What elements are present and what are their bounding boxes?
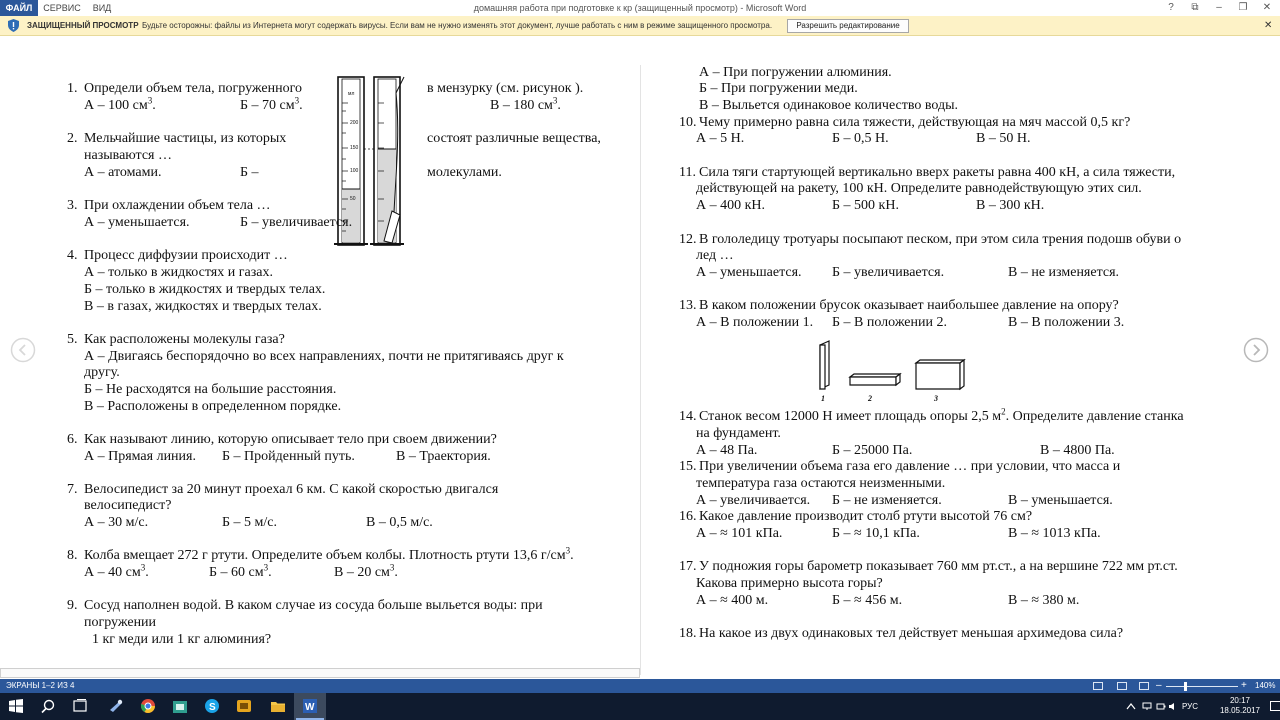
answer-option: В – 0,5 м/с. (366, 515, 433, 530)
brick-positions-figure (812, 339, 972, 403)
question-text: Процесс диффузии происходит … (84, 248, 288, 263)
word-icon (302, 698, 318, 714)
start-button[interactable] (0, 693, 32, 720)
screens-indicator: ЭКРАНЫ 1–2 ИЗ 4 (6, 681, 75, 690)
question-text-body: . Определите давление станка (1005, 409, 1184, 424)
punctuation: . (570, 548, 574, 563)
web-layout-icon[interactable] (1139, 682, 1149, 690)
clock-date[interactable]: 18.05.2017 (1219, 706, 1261, 715)
horizontal-scrollbar[interactable] (0, 668, 640, 678)
minimize-button[interactable]: – (1216, 2, 1222, 13)
answer-option (490, 95, 561, 114)
question-text: Сосуд наполнен водой. В каком случае из сосуда больше выльется воды: при (84, 598, 543, 613)
question-text: называются … (84, 148, 172, 163)
document-area (0, 37, 1280, 677)
shield-icon (8, 19, 19, 32)
task-view-icon (72, 698, 88, 714)
read-mode-icon[interactable] (1093, 682, 1103, 690)
tab-view[interactable]: ВИД (92, 3, 112, 13)
superscript: 3 (147, 95, 153, 106)
question-number: 2. (67, 131, 78, 146)
question-text: Какое давление производит столб ртути высотой 76 см? (699, 509, 1033, 524)
answer-option: В – не изменяется. (1008, 265, 1120, 280)
zoom-slider-track[interactable] (1166, 686, 1238, 687)
question-number: 16. (679, 509, 697, 524)
svg-text:W: W (305, 702, 315, 713)
store-icon (172, 698, 188, 714)
beaker-mark-ml: мл (348, 91, 355, 97)
protected-view-title: ЗАЩИЩЕННЫЙ ПРОСМОТР (27, 21, 139, 30)
volume-icon[interactable] (1168, 702, 1178, 711)
answer-text: В – 20 см (334, 565, 390, 580)
answer-option: Б – только в жидкостях и твердых телах. (84, 282, 326, 297)
answer-option: Б – 0,5 Н. (832, 131, 889, 146)
question-text-body: Станок весом 12000 Н имеет площадь опоры 2,5 м (699, 409, 1002, 424)
question-text: На какое из двух одинаковых тел действует меньшая архимедова сила? (699, 626, 1124, 641)
answer-text: А – 40 см (84, 565, 141, 580)
answer-option: В – Расположены в определенном порядке. (84, 399, 342, 414)
steam-icon (108, 698, 124, 714)
word-app[interactable] (294, 693, 326, 720)
tab-file[interactable]: ФАЙЛ (0, 0, 38, 16)
zoom-slider-thumb[interactable] (1184, 682, 1187, 691)
superscript: 3 (140, 562, 146, 573)
answer-option: Б – не изменяется. (832, 493, 942, 508)
beaker-mark-100: 100 (350, 168, 359, 174)
answer-option: А – увеличивается. (696, 493, 811, 508)
question-number: 3. (67, 198, 78, 213)
position-label-3: 3 (934, 394, 938, 403)
taskbar (0, 693, 1280, 720)
answer-option: А – 48 Па. (696, 443, 758, 458)
chrome-icon (140, 698, 156, 714)
question-number: 18. (679, 626, 697, 641)
answer-option: В – уменьшается. (1008, 493, 1113, 508)
answer-option: Б – В положении 2. (832, 315, 948, 330)
close-icon[interactable]: ✕ (1264, 20, 1273, 31)
question-text-continued: температура газа остаются неизменными. (696, 476, 946, 491)
windows-logo-icon (8, 698, 24, 714)
answer-option: Б – Не расходятся на большие расстояния. (84, 382, 337, 397)
question-text: Как расположены молекулы газа? (84, 332, 285, 347)
skype-icon (204, 698, 220, 714)
answer-option: А – 400 кН. (696, 198, 766, 213)
zoom-in-button[interactable]: + (1241, 680, 1247, 691)
question-text: состоят различные вещества, (427, 131, 601, 146)
answer-option: В – в газах, жидкостях и твердых телах. (84, 299, 322, 314)
media-player-icon (236, 698, 252, 714)
media-app[interactable] (228, 693, 260, 720)
question-number: 8. (67, 548, 78, 563)
punctuation: . (394, 565, 398, 580)
beaker-mark-200: 200 (350, 120, 359, 126)
question-text (699, 406, 1184, 425)
superscript: 3 (389, 562, 395, 573)
store-app[interactable] (164, 693, 196, 720)
answer-option: В – 300 кН. (976, 198, 1045, 213)
beaker-mark-150: 150 (350, 145, 359, 151)
enable-editing-button[interactable]: Разрешить редактирование (787, 19, 909, 33)
question-text: В гололедицу тротуары посыпают песком, при этом сила трения подошв обуви о (699, 232, 1182, 247)
answer-option: В – Выльется одинаковое количество воды. (699, 98, 958, 113)
skype-app[interactable] (196, 693, 228, 720)
question-text: Сила тяги стартующей вертикально вверх ракеты равна 400 кН, а сила тяжести, (699, 165, 1176, 180)
zoom-level[interactable]: 140% (1255, 681, 1276, 690)
question-number: 11. (679, 165, 696, 180)
maximize-button[interactable]: ❐ (1238, 2, 1248, 13)
previous-screen-icon[interactable] (10, 337, 36, 363)
close-window-button[interactable]: ✕ (1262, 2, 1272, 13)
question-text (84, 545, 574, 564)
question-text: Как называют линию, которую описывает тело при своем движении? (84, 432, 497, 447)
answer-option (334, 562, 398, 581)
answer-option: Б – увеличивается. (240, 215, 353, 230)
answer-option (84, 562, 149, 581)
answer-option (209, 562, 272, 581)
question-text-body: Колба вмещает 272 г ртути. Определите объем колбы. Плотность ртути 13,6 г/см (84, 548, 566, 563)
question-text: В каком положении брусок оказывает наибольшее давление на опору? (699, 298, 1119, 313)
answer-option: В – Траектория. (396, 449, 491, 464)
question-number: 13. (679, 298, 697, 313)
next-screen-icon[interactable] (1243, 337, 1269, 363)
question-text: При охлаждении объем тела … (84, 198, 271, 213)
answer-option: А – уменьшается. (696, 265, 802, 280)
network-icon[interactable] (1142, 702, 1152, 711)
svg-text:S: S (209, 702, 216, 713)
status-bar (0, 679, 1280, 693)
answer-option: А – 5 Н. (696, 131, 745, 146)
answer-option: Б – 25000 Па. (832, 443, 913, 458)
answer-option: А – При погружении алюминия. (699, 65, 892, 80)
superscript: 3 (263, 562, 269, 573)
answer-option: А – ≈ 400 м. (696, 593, 769, 608)
window-title: домашняя работа при подготовке к кр (защищенный просмотр) - Microsoft Word (473, 3, 807, 13)
question-number: 10. (679, 115, 697, 130)
answer-option: А – Двигаясь беспорядочно во всех направлениях, почти не притягиваясь друг к (84, 349, 564, 364)
punctuation: . (557, 98, 561, 113)
title-bar (0, 0, 1280, 16)
answer-option: А – В положении 1. (696, 315, 814, 330)
question-number: 7. (67, 482, 78, 497)
question-text: Чему примерно равна сила тяжести, действующая на мяч массой 0,5 кг? (699, 115, 1131, 130)
answer-option: В – ≈ 1013 кПа. (1008, 526, 1101, 541)
superscript: 2 (1001, 406, 1006, 417)
question-text: У подножия горы барометр показывает 760 мм рт.ст., а на вершине 722 мм рт.ст. (699, 559, 1178, 574)
answer-text: А – 100 см (84, 98, 148, 113)
question-text-continued: 1 кг меди или 1 кг алюминия? (92, 632, 272, 647)
question-number: 1. (67, 81, 78, 96)
punctuation: . (299, 98, 303, 113)
notifications-icon[interactable] (1270, 701, 1280, 711)
task-view-button[interactable] (64, 693, 96, 720)
column-divider (640, 65, 641, 675)
answer-option: Б – 5 м/с. (222, 515, 278, 530)
beaker-mark-50: 50 (350, 196, 356, 202)
search-button[interactable] (32, 693, 64, 720)
question-text-continued: велосипедист? (84, 498, 172, 513)
steam-app[interactable] (100, 693, 132, 720)
answer-option (84, 95, 156, 114)
help-button[interactable]: ? (1168, 2, 1174, 13)
answer-option: В – В положении 3. (1008, 315, 1125, 330)
answer-option: Б – При погружении меди. (699, 81, 858, 96)
superscript: 3 (565, 545, 571, 556)
answer-option: А – 30 м/с. (84, 515, 149, 530)
question-text: Мельчайшие частицы, из которых (84, 131, 287, 146)
protected-view-message: Будьте осторожны: файлы из Интернета могут содержать вирусы. Если вам не нужно изменять этот документ, лучше работать с ним в режиме защищенного просмотра. (142, 21, 773, 30)
protected-view-bar (0, 16, 1280, 36)
question-text-continued: на фундамент. (696, 426, 781, 441)
answer-option: Б – ≈ 456 м. (832, 593, 903, 608)
position-label-2: 2 (868, 394, 872, 403)
answer-option: А – Прямая линия. (84, 449, 196, 464)
question-number: 12. (679, 232, 697, 247)
answer-option: молекулами. (427, 165, 502, 180)
answer-option: Б – увеличивается. (832, 265, 945, 280)
question-number: 5. (67, 332, 78, 347)
answer-option: Б – Пройденный путь. (222, 449, 355, 464)
answer-option: Б – (240, 165, 259, 180)
zoom-out-button[interactable]: – (1156, 680, 1162, 691)
question-number: 15. (679, 459, 697, 474)
question-number: 6. (67, 432, 78, 447)
language-indicator[interactable]: РУС (1182, 702, 1199, 711)
search-icon (40, 698, 56, 714)
answer-text: Б – 70 см (240, 98, 295, 113)
question-text: При увеличении объема газа его давление … при условии, что масса и (699, 459, 1121, 474)
answer-text: В – 180 см (490, 98, 553, 113)
print-layout-icon[interactable] (1117, 682, 1127, 690)
question-number: 4. (67, 248, 78, 263)
answer-text: Б – 60 см (209, 565, 264, 580)
answer-option: А – ≈ 101 кПа. (696, 526, 783, 541)
punctuation: . (268, 565, 272, 580)
answer-option: А – уменьшается. (84, 215, 190, 230)
chevron-up-icon[interactable] (1126, 702, 1136, 711)
question-number: 9. (67, 598, 78, 613)
position-label-1: 1 (821, 394, 825, 403)
question-text-continued: действующей на ракету, 100 кН. Определите равнодействующую этих сил. (696, 181, 1142, 196)
question-text-continued: Какова примерно высота горы? (696, 576, 883, 591)
folder-icon (270, 698, 286, 714)
chrome-app[interactable] (132, 693, 164, 720)
answer-option-continued: другу. (84, 365, 120, 380)
answer-option: А – только в жидкостях и газах. (84, 265, 273, 280)
question-number: 17. (679, 559, 697, 574)
superscript: 3 (294, 95, 300, 106)
answer-option: В – 50 Н. (976, 131, 1031, 146)
question-text-continued: лед … (696, 248, 734, 263)
question-number: 14. (679, 409, 697, 424)
superscript: 3 (552, 95, 558, 106)
punctuation: . (152, 98, 156, 113)
clock-time[interactable]: 20:17 (1229, 696, 1251, 705)
battery-icon[interactable] (1156, 702, 1166, 711)
answer-option: А – атомами. (84, 165, 162, 180)
tab-service[interactable]: СЕРВИС (43, 3, 81, 13)
punctuation: . (145, 565, 149, 580)
answer-option: В – 4800 Па. (1040, 443, 1115, 458)
answer-option: Б – ≈ 10,1 кПа. (832, 526, 920, 541)
question-text: Велосипедист за 20 минут проехал 6 км. С какой скоростью двигался (84, 482, 499, 497)
answer-option (240, 95, 303, 114)
question-text-continued: погружении (84, 615, 157, 630)
file-explorer-app[interactable] (262, 693, 294, 720)
answer-option: Б – 500 кН. (832, 198, 899, 213)
question-text: Определи объем тела, погруженного (84, 81, 303, 96)
restore-view-button[interactable]: ⧉ (1191, 2, 1199, 13)
answer-option: В – ≈ 380 м. (1008, 593, 1080, 608)
question-text: в мензурку (см. рисунок ). (427, 81, 584, 96)
